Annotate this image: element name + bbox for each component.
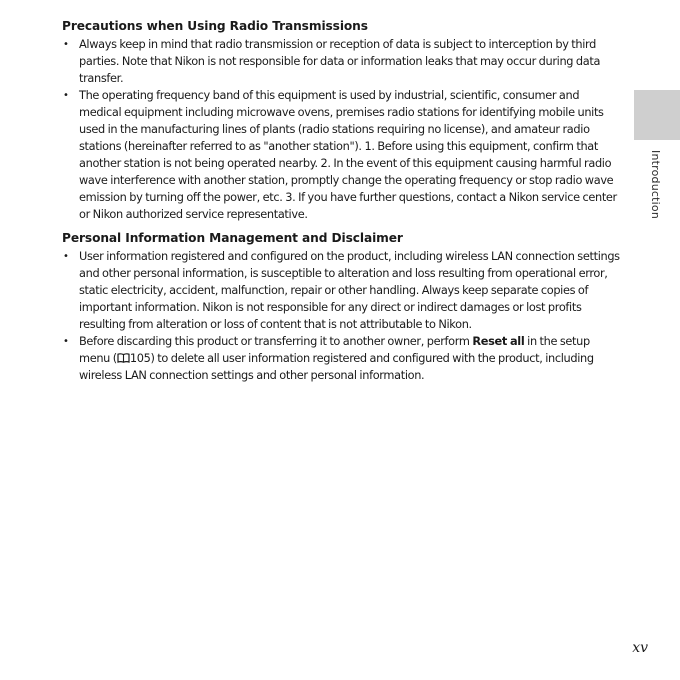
list-item [62,36,620,87]
section-tab [634,90,680,140]
reset-all-term: Reset all [472,334,525,348]
page-reference: 105 [129,351,151,365]
list-item [62,333,620,384]
book-icon [117,353,130,363]
list-item-text: User information registered and configured on the product, including wireless LAN connection settings and other personal information, is susceptible to alteration and loss resulting from operational error, static electricity, accident, malfunction, repair or other handling. Always keep separate copies of important information. Nikon is not responsible for any direct or indirect damages or lost profits resulting from alteration or loss of content that is not attributable to Nikon. [79,249,620,331]
page-number: xv [632,640,648,656]
bullet-glyph: • [63,39,69,50]
list-item-text-after: ) to delete all user information registered and configured with the product, including wireless LAN connection settings and other personal information. [79,351,594,382]
page-content [62,18,620,384]
list-item-text-middle: in the setup menu ( [79,334,590,365]
bullet-glyph: • [63,90,69,101]
list-item [62,248,620,333]
list-item-text: The operating frequency band of this equipment is used by industrial, scientific, consumer and medical equipment including microwave ovens, premises radio stations for identifying mobile units used in the manufacturing lines of plants (radio stations requiring no license), and amateur radio stations (hereinafter referred to as "another station"). 1. Before using this equipment, confirm that another station is not being operated nearby. 2. In the event of this equipment causing harmful radio wave interference with another station, promptly change the operating frequency or stop radio wave emission by turning off the power, etc. 3. If you have further questions, contact a Nikon service center or Nikon authorized service representative. [79,88,617,221]
section-tab-label: Introduction [649,150,662,220]
list-item-text-before: Before discarding this product or transferring it to another owner, perform [79,334,473,348]
list-item [62,87,620,223]
personal-info-list [62,248,620,384]
bullet-glyph: • [63,336,69,347]
bullet-glyph: • [63,251,69,262]
section-heading-radio: Precautions when Using Radio Transmissions [62,19,368,33]
section-heading-personal-info: Personal Information Management and Disclaimer [62,231,403,245]
radio-precautions-list [62,36,620,223]
list-item-text: Always keep in mind that radio transmission or reception of data is subject to interception by third parties. Note that Nikon is not responsible for data or information leaks that may occur during data transfer. [79,37,601,85]
